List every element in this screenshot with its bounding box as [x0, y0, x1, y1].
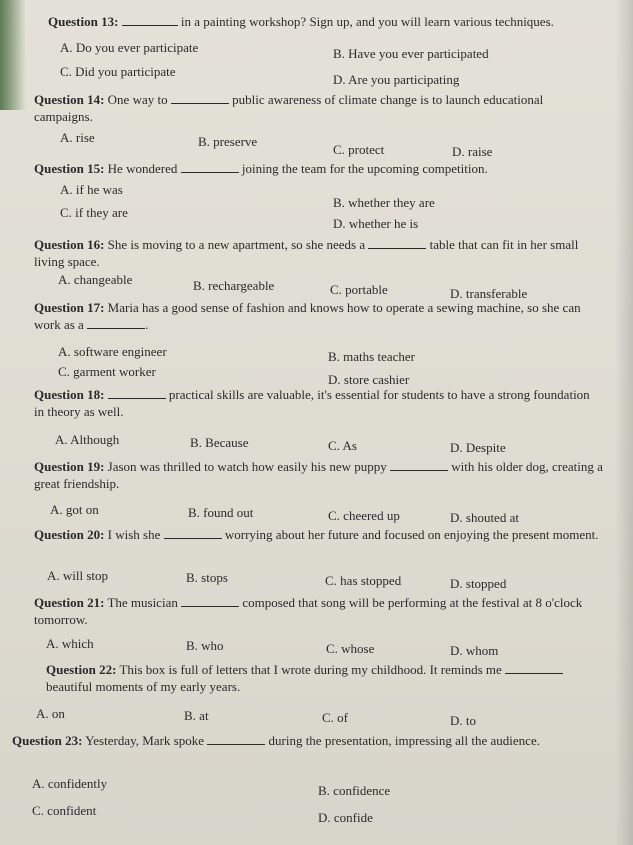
- option-d: D. transferable: [450, 286, 528, 301]
- option-b: B. preserve: [198, 134, 258, 149]
- option-d: D. stopped: [450, 576, 507, 591]
- option-d: D. raise: [452, 144, 493, 159]
- question-23: [12, 732, 603, 749]
- answer-blank: [122, 15, 178, 26]
- question-text-before: One way to: [107, 92, 168, 107]
- question-label: Question 16:: [34, 237, 105, 252]
- option-c: C. As: [328, 438, 357, 453]
- answer-blank: [368, 238, 426, 249]
- option-b: B. whether they are: [333, 195, 435, 210]
- option-a: A. changeable: [58, 272, 133, 287]
- answer-blank: [505, 663, 563, 674]
- option-d: D. whether he is: [333, 216, 419, 231]
- question-label: Question 21:: [34, 595, 105, 610]
- answer-blank: [207, 734, 265, 745]
- answer-blank: [171, 93, 229, 104]
- question-16: [34, 236, 603, 270]
- option-b: B. stops: [186, 570, 228, 585]
- question-text-before: I wish she: [107, 527, 161, 542]
- option-b: B. found out: [188, 505, 254, 520]
- option-d: D. confide: [318, 810, 373, 825]
- option-a: A. got on: [50, 502, 99, 517]
- option-c: C. protect: [333, 142, 385, 157]
- option-c: C. portable: [330, 282, 388, 297]
- answer-blank: [181, 596, 239, 607]
- question-13: [48, 13, 603, 30]
- question-18: [34, 386, 603, 420]
- option-a: A. Although: [55, 432, 120, 447]
- question-text-after: .: [145, 317, 149, 332]
- option-b: B. who: [186, 638, 224, 653]
- option-d: D. store cashier: [328, 372, 410, 387]
- question-21: [34, 594, 603, 628]
- question-text-after: joining the team for the upcoming competition.: [241, 161, 488, 176]
- question-text-after: beautiful moments of my early years.: [46, 679, 241, 694]
- option-c: C. has stopped: [325, 573, 402, 588]
- option-a: A. which: [46, 636, 94, 651]
- answer-blank: [164, 528, 222, 539]
- question-text-after: table that can fit in her small living space.: [34, 237, 579, 269]
- question-text-before: Yesterday, Mark spoke: [85, 733, 204, 748]
- option-b: B. rechargeable: [193, 278, 275, 293]
- question-text-before: This box is full of letters that I wrote during my childhood. It reminds me: [119, 662, 502, 677]
- option-c: C. Did you participate: [60, 64, 176, 79]
- answer-blank: [181, 162, 239, 173]
- question-label: Question 22:: [46, 662, 117, 677]
- question-label: Question 14:: [34, 92, 105, 107]
- option-c: C. if they are: [60, 205, 128, 220]
- question-label: Question 23:: [12, 733, 83, 748]
- question-19: [34, 458, 603, 492]
- question-text-after: practical skills are valuable, it's essential for students to have a strong foundation in theory as well.: [34, 387, 590, 419]
- option-d: D. Are you participating: [333, 72, 460, 87]
- question-label: Question 20:: [34, 527, 105, 542]
- answer-blank: [108, 388, 166, 399]
- option-d: D. shouted at: [450, 510, 519, 525]
- option-c: C. of: [322, 710, 348, 725]
- question-text-before: He wondered: [107, 161, 178, 176]
- option-a: A. Do you ever participate: [60, 40, 199, 55]
- option-a: A. confidently: [32, 776, 108, 791]
- question-text-before: She is moving to a new apartment, so she needs a: [107, 237, 366, 252]
- option-b: B. Have you ever participated: [333, 46, 489, 61]
- question-text-after: with his older dog, creating a great friendship.: [34, 459, 603, 491]
- question-text-after: public awareness of climate change is to launch educational campaigns.: [34, 92, 544, 124]
- question-text-after: worrying about her future and focused on enjoying the present moment.: [224, 527, 599, 542]
- option-b: B. at: [184, 708, 209, 723]
- option-b: B. Because: [190, 435, 249, 450]
- option-a: A. on: [36, 706, 65, 721]
- question-label: Question 13:: [48, 14, 119, 29]
- option-c: C. whose: [326, 641, 375, 656]
- answer-blank: [87, 318, 145, 329]
- question-15: [34, 160, 603, 177]
- question-label: Question 15:: [34, 161, 105, 176]
- option-a: A. if he was: [60, 182, 123, 197]
- option-c: C. garment worker: [58, 364, 156, 379]
- question-text-after: composed that song will be performing at the festival at 8 o'clock tomorrow.: [34, 595, 583, 627]
- option-d: D. whom: [450, 643, 499, 658]
- option-b: B. confidence: [318, 783, 391, 798]
- option-c: C. confident: [32, 803, 97, 818]
- question-text: in a painting workshop? Sign up, and you will learn various techniques.: [180, 14, 554, 29]
- option-d: D. Despite: [450, 440, 506, 455]
- question-text-before: Jason was thrilled to watch how easily his new puppy: [107, 459, 387, 474]
- option-b: B. maths teacher: [328, 349, 415, 364]
- option-a: A. rise: [60, 130, 95, 145]
- question-label: Question 18:: [34, 387, 105, 402]
- question-14: [34, 91, 603, 125]
- option-a: A. software engineer: [58, 344, 167, 359]
- question-text-after: during the presentation, impressing all the audience.: [268, 733, 540, 748]
- option-a: A. will stop: [47, 568, 109, 583]
- question-text-before: Maria has a good sense of fashion and knows how to operate a sewing machine, so she can work as a: [34, 300, 581, 332]
- question-22: [46, 661, 603, 695]
- question-text-before: The musician: [107, 595, 178, 610]
- option-d: D. to: [450, 713, 476, 728]
- question-17: [34, 299, 603, 333]
- option-c: C. cheered up: [328, 508, 400, 523]
- question-label: Question 17:: [34, 300, 105, 315]
- question-20: [34, 526, 603, 543]
- answer-blank: [390, 460, 448, 471]
- question-label: Question 19:: [34, 459, 105, 474]
